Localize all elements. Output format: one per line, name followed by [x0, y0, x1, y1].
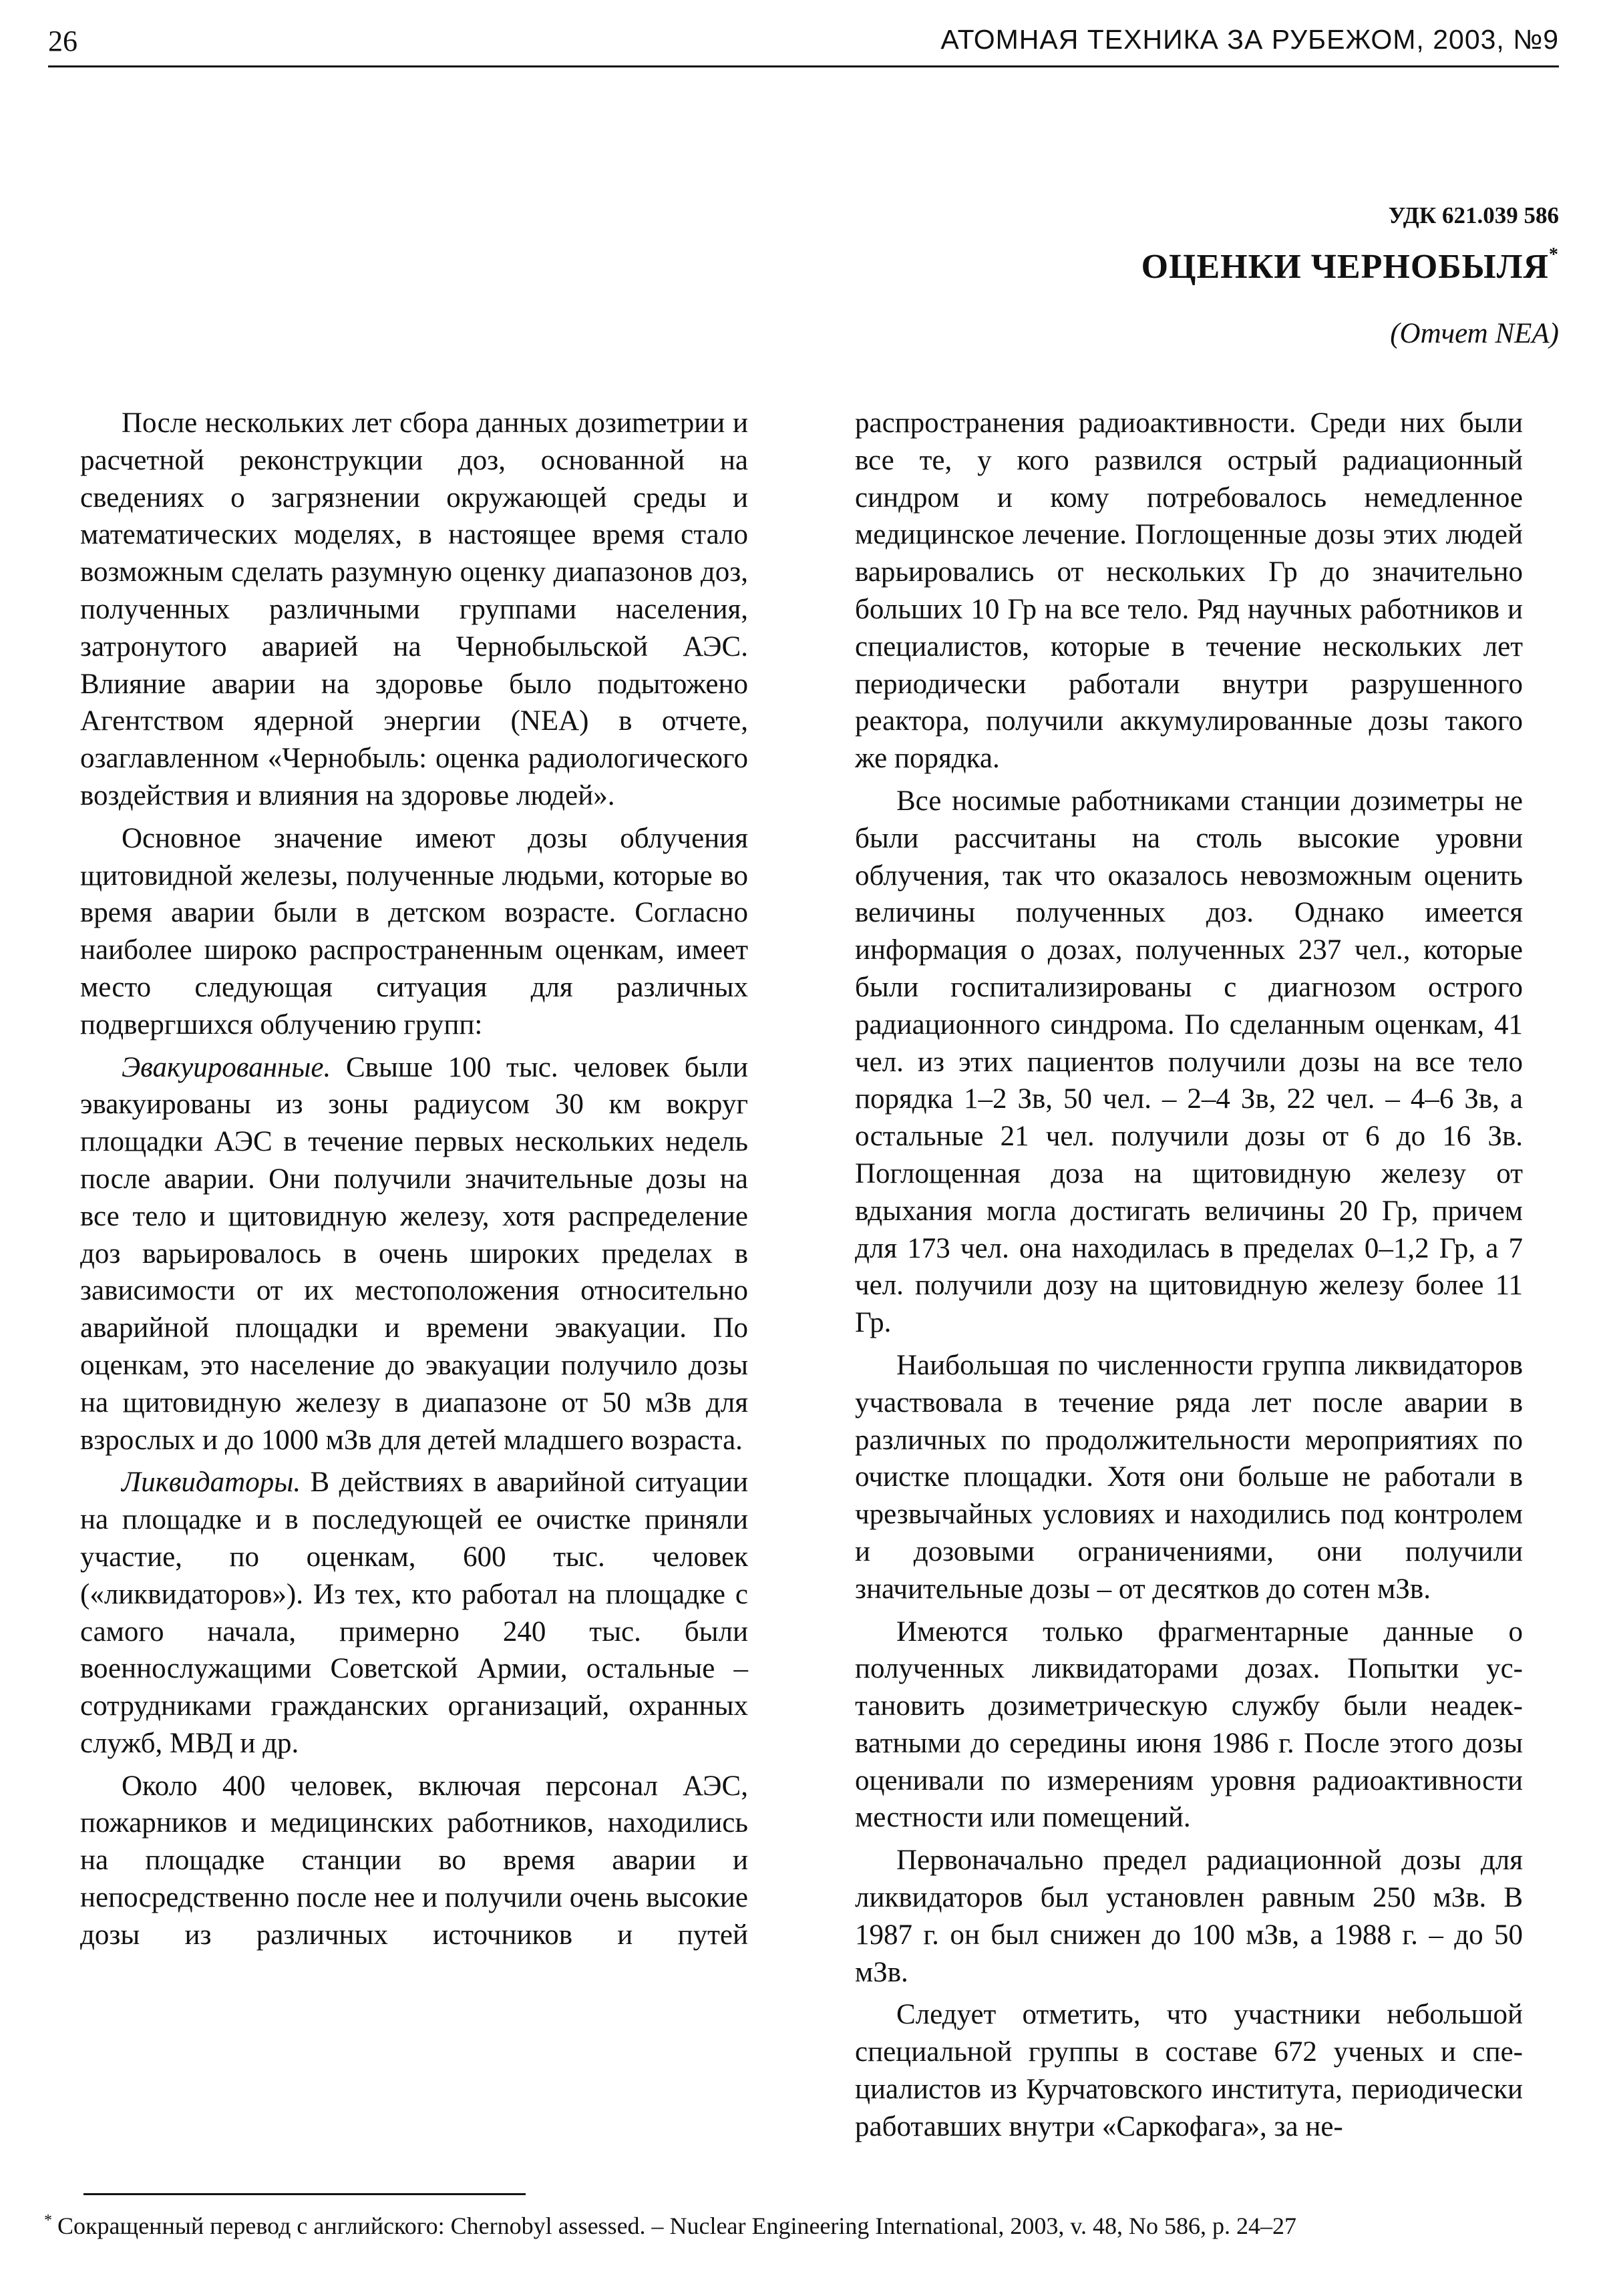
liquidators-label: Ликвидаторы. [122, 1467, 301, 1499]
paragraph-1: После нескольких лет сбора данных дозиmетрии и расчетной реконструкции доз, основанной на сведениях о загрязнении окружающей среды и математических моделях, в настоящее время стало возможным сделать разумную оценку диапазонов доз, полученных различными группами населения, затронутого аварией на Чернобыльской АЭС. Влияние аварии на здоровье было подытожено Агентством ядерной энергии (NEA) в отчете, озаглавленном «Чернобыль: оценка радиологического воздействия и влияния на здоровье людей». [80, 407, 748, 811]
journal-title: АТОМНАЯ ТЕХНИКА ЗА РУБЕЖОМ, 2003, №9 [940, 24, 1559, 55]
footnote-text: Сокращенный перевод с английского: Chernobyl assessed. – Nuclear Engineering International, 2003, v. 48, No 586, p. 24–27 [57, 2213, 1296, 2239]
udk-code: УДК 621.039 586 [1388, 202, 1559, 228]
paragraph-9: Первоначально предел радиационной дозы для ликвидаторов был установлен равным 250 мЗв. В 1987 г. он был снижен до 100 мЗв, а 1988 г. – до 50 мЗв. [855, 1845, 1523, 1988]
paragraph-8: Имеются только фрагментарные данные о полученных ликвидаторами дозах. Попытки установить дозиметрическую службу были неадекватными до середины июня 1986 г. После этого дозы оценивали по измерениям уровня радиоактивности местности или помещений. [855, 1615, 1523, 1834]
paragraph-6: Все носимые работниками станции дозиметры не были рассчитаны на столь высокие уровни облучения, так что оказалось невозможным оценить величины полученных доз. Однако имеется информация о дозах, полученных 237 чел., которые были госпитализированы с диагнозом острого радиационного синдрома. По сделанным оценкам, 41 чел. из этих пациентов получили дозы на все тело порядка 1–2 Зв, 50 чел. – 2–4 Зв, 22 чел. – 4–6 Зв, а остальные 21 чел. получили дозы от 6 до 16 Зв. Поглощенная доза на щитовидную железу от вдыхания могла достигать величины 20 Гр, причем для 173 чел. она находилась в пределах 0–1,2 Гр, а 7 чел. получили дозу на щитовидную железу более 11 Гр. [855, 785, 1523, 1339]
paragraph-3-text: Свыше 100 тыс. человек были эвакуированы из зоны радиусом 30 км вокруг площадки АЭС в течение первых нескольких недель после аварии. Они получили значительные дозы на все тело и щитовидную железу, хотя распределение доз варьировалось в очень широких пределах в зависимости от их местоположения относительно аварийной площадки и времени эвакуации. По оценкам, это население до эвакуации получило дозы на щитовидную железу в диапазоне от 50 мЗв для взрослых и до 1000 мЗв для детей младшего возраста. [80, 1051, 748, 1456]
footnote-rule [83, 2193, 526, 2195]
running-head [48, 20, 1559, 67]
footnote-marker: * [1549, 244, 1559, 265]
article-subtitle: (Отчет NEA) [1390, 318, 1559, 349]
paragraph-7: Наибольшая по численности группа ликвидаторов участвовала в течение ряда лет после аварии в различных по продолжительности мероприятиях по очистке площадки. Хотя они больше не работали в чрезвычайных условиях и находились под контролем и дозовыми ограничениями, они получили значительные дозы – от десятков до сотен мЗв. [855, 1349, 1523, 1605]
title-text: ОЦЕНКИ ЧЕРНОБЫЛЯ [1141, 248, 1549, 286]
paragraph-5-continued: распространения радиоактивности. Среди них были все те, у кого развился острый радиационный синдром и кому потребовалось немедленное медицинское лечение. Поглощенные дозы этих людей варьировались от нескольких Гр до значительно больших 10 Гр на все тело. Ряд научных работников и специалистов, которые в течение нескольких лет периодически работали внутри разрушенного реактора, получили аккумулированные дозы такого же порядка. [855, 407, 1523, 775]
left-column [80, 405, 748, 1959]
header-rule [48, 65, 1559, 67]
right-column [855, 405, 1523, 2151]
paragraph-10: Следует отметить, что участники небольшой специальной группы в составе 672 ученых и специалистов из Курчатовского института, периодически работавших внутри «Саркофага», за не- [855, 1999, 1523, 2142]
paragraph-4-text: В действиях в аварийной ситуации на площадке и в последующей ее очистке приняли участие, по оценкам, 600 тыс. человек («ликвидаторов»). Из тех, кто работал на площадке с самого начала, примерно 240 тыс. были военнослужащими Советской Армии, остальные – сотрудниками гражданских организаций, охранных служб, МВД и др. [80, 1467, 748, 1759]
paragraph-3 [80, 1049, 748, 1459]
evacuees-label: Эвакуированные. [122, 1051, 331, 1083]
article-title [1141, 244, 1559, 286]
page-number: 26 [48, 25, 77, 57]
footnote [44, 2212, 1555, 2240]
paragraph-2: Основное значение имеют дозы облучения щитовидной железы, полученные людьми, которые во время аварии были в детском возрасте. Согласно наиболее широко распространенным оценкам, имеет место следующая ситуация для различных подвергшихся облучению групп: [80, 822, 748, 1040]
paragraph-5: Около 400 человек, включая персонал АЭС, пожарников и медицинских работников, находились на площадке станции во время аварии и непосредственно после нее и получили очень высокие дозы из различных источников и путей [80, 1770, 748, 1951]
footnote-mark: * [44, 2212, 52, 2229]
paragraph-4 [80, 1464, 748, 1762]
